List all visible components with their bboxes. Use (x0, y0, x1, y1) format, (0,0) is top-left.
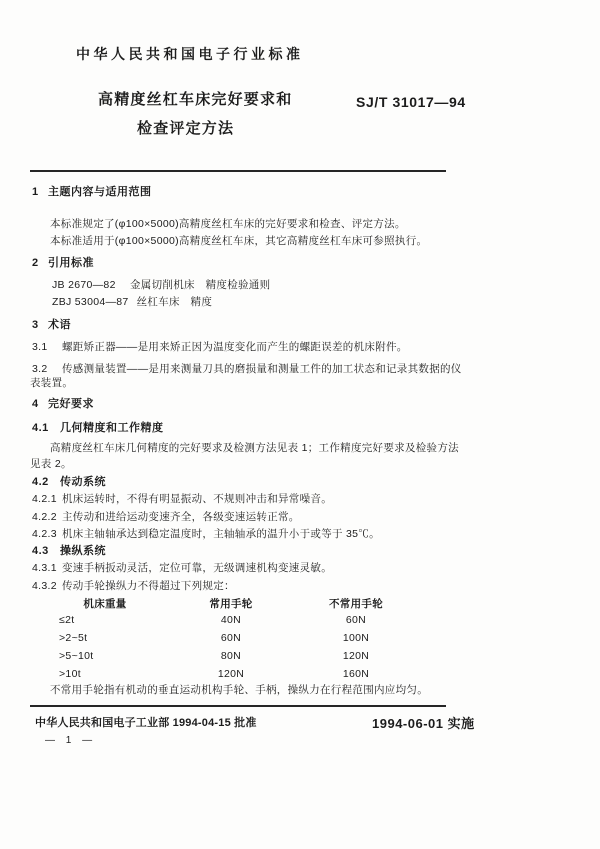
scope-paragraph-2: 本标准适用于(φ100×5000)高精度丝杠车床，其它高精度丝杠车床可参照执行。 (50, 235, 428, 247)
section-number: 4 (32, 398, 39, 410)
table-row (56, 632, 416, 645)
section-2-heading (32, 257, 94, 271)
table-cell: ≤2t (59, 614, 75, 626)
table-note: 不常用手轮指有机动的垂直运动机构手轮、手柄，操纵力在行程范围内应均匀。 (50, 684, 428, 696)
clause-4-2-2 (32, 511, 300, 524)
reference-item (52, 296, 212, 309)
implementation-note: 1994-06-01 实施 (372, 716, 475, 731)
table-row (56, 614, 416, 627)
table-row (56, 668, 416, 681)
table-cell: >2~5t (59, 632, 88, 644)
table-cell: 80N (220, 650, 242, 662)
clause-3-2-continuation: 表装置。 (30, 377, 74, 389)
section-number: 1 (32, 186, 39, 198)
clause-3-2 (32, 363, 462, 376)
section-4-heading (32, 398, 94, 412)
standard-org-line: 中华人民共和国电子行业标准 (76, 46, 304, 62)
table-cell: 100N (342, 632, 370, 644)
table-cell: 40N (220, 614, 242, 626)
clause-text: 传动手轮操纵力不得超过下列规定： (62, 580, 235, 592)
column-header: 机床重量 (83, 598, 127, 610)
footer-rule (30, 705, 446, 707)
section-number: 3 (32, 319, 39, 331)
clause-text: 变速手柄扳动灵活，定位可靠，无级调速机构变速灵敏。 (62, 562, 332, 574)
table-cell: >5~10t (59, 650, 94, 662)
reference-name: 金属切削机床 精度检验通则 (130, 279, 271, 291)
clause-text: 主传动和进给运动变速齐全，各级变速运转正常。 (62, 511, 300, 523)
clause-4-1-paragraph-continuation: 见表 2。 (30, 458, 72, 470)
section-title: 引用标准 (48, 257, 94, 269)
section-title: 主题内容与适用范围 (48, 186, 152, 198)
clause-4-2-3 (32, 528, 380, 541)
clause-text: 机床主轴轴承达到稳定温度时，主轴轴承的温升小于或等于 35℃。 (62, 528, 380, 540)
table-cell: 60N (220, 632, 242, 644)
clause-number: 4.3 (32, 545, 49, 557)
section-title: 完好要求 (48, 398, 94, 410)
clause-title: 传动系统 (60, 476, 106, 488)
table-cell: 120N (342, 650, 370, 662)
section-title: 术语 (48, 319, 71, 331)
table-cell: >10t (59, 668, 81, 680)
doc-title-line2: 检查评定方法 (137, 120, 235, 137)
column-header: 不常用手轮 (329, 598, 383, 610)
clause-3-1 (32, 341, 408, 354)
clause-4-3-2 (32, 580, 235, 593)
clause-4-3-heading (32, 545, 106, 559)
section-3-heading (32, 319, 71, 333)
page-number: — 1 — (45, 735, 93, 746)
reference-item (52, 279, 270, 292)
table-cell: 120N (217, 668, 245, 680)
clause-4-1-heading (32, 422, 164, 436)
clause-4-1-paragraph: 高精度丝杠车床几何精度的完好要求及检测方法见表 1；工作精度完好要求及检验方法 (50, 442, 459, 454)
table-row (56, 650, 416, 663)
clause-number: 4.3.1 (32, 562, 57, 574)
clause-number: 4.2.3 (32, 528, 57, 540)
clause-number: 4.3.2 (32, 580, 57, 592)
table-header-row (56, 598, 416, 611)
clause-number: 4.2.2 (32, 511, 57, 523)
clause-text: 机床运转时，不得有明显振动、不规则冲击和异常噪音。 (62, 493, 332, 505)
reference-name: 丝杠车床 精度 (136, 296, 213, 308)
reference-code: ZBJ 53004—87 (52, 296, 129, 308)
clause-title: 几何精度和工作精度 (60, 422, 164, 434)
clause-number: 4.2.1 (32, 493, 57, 505)
scope-paragraph-1: 本标准规定了(φ100×5000)高精度丝杠车床的完好要求和检查、评定方法。 (50, 218, 406, 230)
section-number: 2 (32, 257, 39, 269)
clause-4-2-heading (32, 476, 106, 490)
clause-text: 传感测量装置——是用来测量刀具的磨损量和测量工件的加工状态和记录其数据的仪 (62, 363, 462, 375)
header-rule (30, 170, 446, 172)
clause-text: 螺距矫正器——是用来矫正因为温度变化而产生的螺距误差的机床附件。 (62, 341, 408, 353)
clause-number: 4.2 (32, 476, 49, 488)
clause-4-2-1 (32, 493, 332, 506)
reference-code: JB 2670—82 (52, 279, 116, 291)
clause-title: 操纵系统 (60, 545, 106, 557)
clause-number: 3.1 (32, 341, 48, 353)
approval-note: 中华人民共和国电子工业部 1994-04-15 批准 (35, 717, 257, 729)
clause-number: 3.2 (32, 363, 48, 375)
clause-4-3-1 (32, 562, 332, 575)
section-1-heading (32, 186, 152, 200)
standard-number: SJ/T 31017—94 (356, 94, 466, 110)
table-cell: 60N (345, 614, 367, 626)
table-cell: 160N (342, 668, 370, 680)
column-header: 常用手轮 (209, 598, 253, 610)
doc-title-line1: 高精度丝杠车床完好要求和 (98, 91, 293, 108)
clause-number: 4.1 (32, 422, 49, 434)
